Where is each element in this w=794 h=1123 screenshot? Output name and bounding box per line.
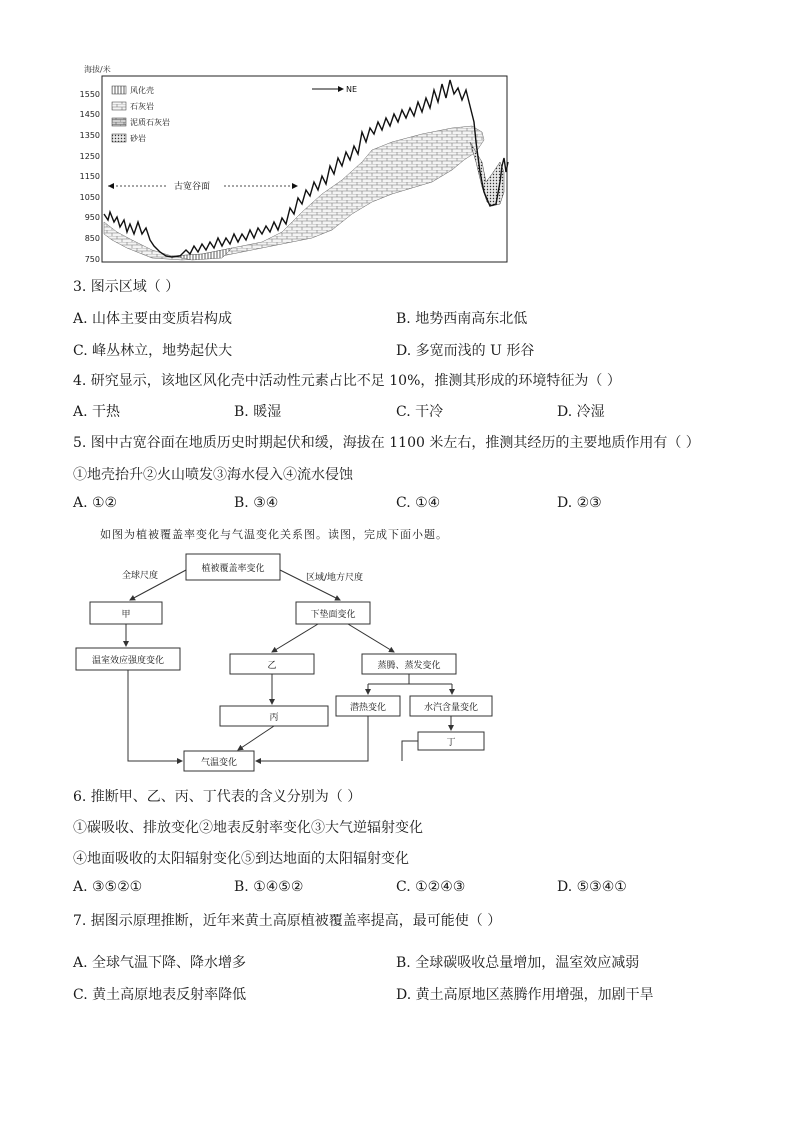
box-latent-heat [336, 696, 400, 716]
label-global-scale: 全球尺度 [122, 571, 159, 581]
q3-option-b[interactable]: B. 地势西南高东北低 [396, 311, 528, 327]
limestone-band [104, 126, 484, 260]
box-label: 潜热变化 [349, 703, 387, 713]
y-ticks [80, 90, 100, 264]
q4-option-d[interactable]: D. 冷湿 [557, 404, 605, 420]
y-tick: 1150 [79, 172, 100, 181]
q3-option-a[interactable]: A. 山体主要由变质岩构成 [73, 311, 233, 327]
legend [112, 85, 170, 143]
q6-statements-1: ①碳吸收、排放变化②地表反射率变化③大气逆辐射变化 [73, 820, 423, 836]
legend-label: 风化壳 [130, 86, 154, 95]
y-tick: 950 [84, 213, 100, 222]
q5-statements: ①地壳抬升②火山喷发③海水侵入④流水侵蚀 [73, 467, 353, 483]
q5-option-d[interactable]: D. ②③ [557, 495, 602, 511]
q7-option-d[interactable]: D. 黄土高原地区蒸腾作用增强，加剧干旱 [396, 987, 654, 1003]
box-label: 气温变化 [200, 758, 238, 768]
box-evapotranspiration [362, 654, 456, 674]
q6-option-b[interactable]: B. ①④⑤② [234, 879, 304, 895]
box-label: 甲 [121, 610, 131, 620]
box-yi [230, 654, 314, 674]
box-greenhouse-change [76, 648, 180, 670]
q7-option-a[interactable]: A. 全球气温下降、降水增多 [73, 955, 247, 971]
box-label: 温室效应强度变化 [91, 656, 165, 666]
vegetation-temperature-flowchart [72, 550, 512, 776]
q6-stem: 6. 推断甲、乙、丙、丁代表的含义分别为（ ） [73, 789, 362, 805]
box-label: 下垫面变化 [310, 610, 356, 620]
box-underlying-surface [296, 602, 370, 624]
box-jia [90, 602, 162, 624]
y-tick: 1550 [79, 90, 100, 99]
q3-option-d[interactable]: D. 多宽而浅的 U 形谷 [396, 343, 535, 359]
y-tick: 850 [84, 234, 100, 243]
q6-option-a[interactable]: A. ③⑤②① [73, 879, 143, 895]
box-temperature-change [184, 751, 254, 771]
legend-label: 石灰岩 [130, 102, 154, 111]
direction-indicator [312, 85, 357, 94]
y-tick: 1450 [79, 110, 100, 119]
y-tick: 750 [84, 255, 100, 264]
box-label: 植被覆盖率变化 [201, 564, 265, 574]
box-label: 丙 [269, 713, 279, 723]
box-vapor-content [410, 696, 492, 716]
q6-option-d[interactable]: D. ⑤③④① [557, 879, 627, 895]
label-regional-scale: 区域/地方尺度 [306, 573, 364, 583]
q5-stem: 5. 图中古宽谷面在地质历史时期起伏和缓，海拔在 1100 米左右，推测其经历的主要地质作用有（ ） [73, 435, 700, 451]
q5-option-b[interactable]: B. ③④ [234, 495, 279, 511]
y-tick: 1250 [79, 152, 100, 161]
q7-option-b[interactable]: B. 全球碳吸收总量增加，温室效应减弱 [396, 955, 640, 971]
box-bing [220, 706, 328, 726]
geology-cross-section [72, 62, 512, 268]
q7-stem: 7. 据图示原理推断，近年来黄土高原植被覆盖率提高，最可能使（ ） [73, 913, 502, 929]
q6-option-c[interactable]: C. ①②④③ [396, 879, 466, 895]
q4-option-c[interactable]: C. 干冷 [396, 404, 444, 420]
direction-label: NE [346, 85, 358, 94]
q7-option-c[interactable]: C. 黄土高原地表反射率降低 [73, 987, 247, 1003]
box-label: 水汽含量变化 [423, 703, 479, 713]
box-label: 蒸腾、蒸发变化 [377, 661, 441, 671]
legend-label: 泥质石灰岩 [130, 118, 170, 127]
valley-label: 古宽谷面 [174, 182, 211, 192]
box-label: 丁 [446, 738, 456, 748]
q5-option-a[interactable]: A. ①② [73, 495, 118, 511]
y-axis-label: 海拔/米 [84, 65, 111, 74]
q3-option-c[interactable]: C. 峰丛林立，地势起伏大 [73, 343, 233, 359]
q6-statements-2: ④地面吸收的太阳辐射变化⑤到达地面的太阳辐射变化 [73, 851, 409, 867]
q4-option-b[interactable]: B. 暖湿 [234, 404, 282, 420]
q3-stem: 3. 图示区域（ ） [73, 279, 180, 295]
sandstone-body [470, 142, 504, 206]
legend-label: 砂岩 [130, 134, 146, 143]
q4-option-a[interactable]: A. 干热 [73, 404, 121, 420]
q5-option-c[interactable]: C. ①④ [396, 495, 441, 511]
box-label: 乙 [267, 661, 277, 671]
box-ding [418, 732, 484, 750]
valley-annotation [108, 180, 298, 192]
box-vegetation-cover [186, 554, 280, 580]
y-tick: 1350 [79, 131, 100, 140]
q4-stem: 4. 研究显示，该地区风化壳中活动性元素占比不足 10%，推测其形成的环境特征为（ ） [73, 373, 621, 389]
y-tick: 1050 [79, 193, 100, 202]
section-intro: 如图为植被覆盖率变化与气温变化关系图。读图，完成下面小题。 [100, 528, 448, 541]
